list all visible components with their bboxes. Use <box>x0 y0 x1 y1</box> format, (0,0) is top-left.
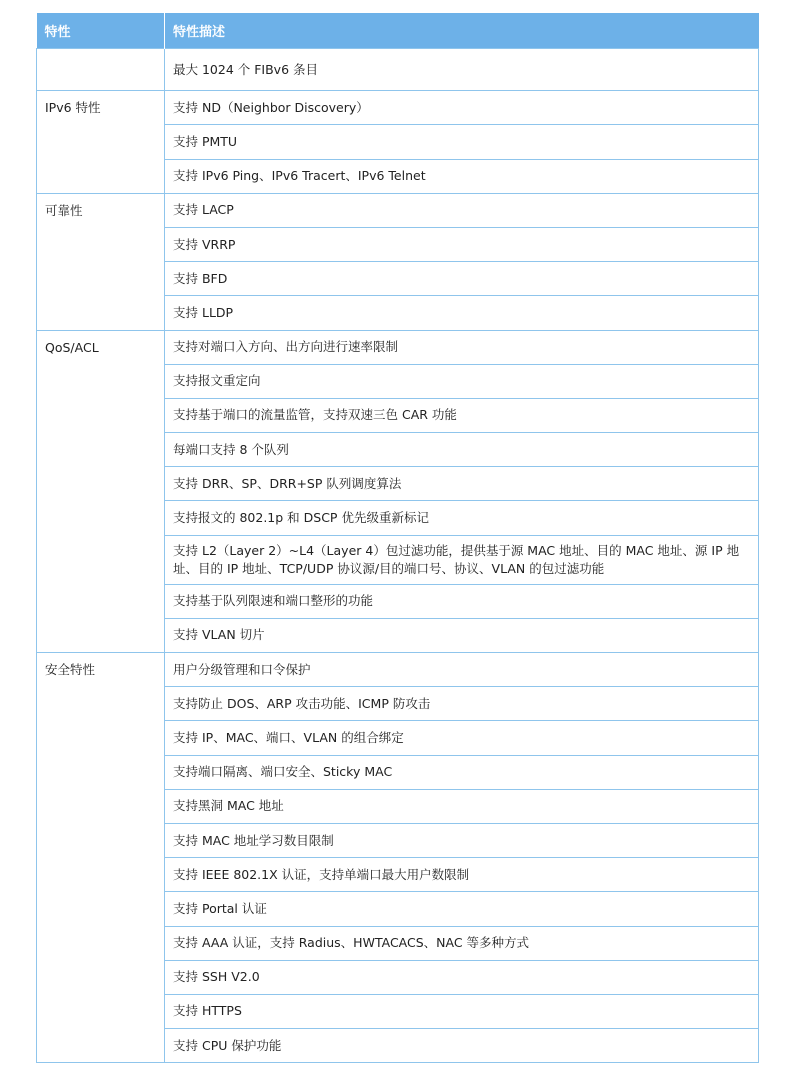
table-header-row <box>37 13 759 49</box>
table-row <box>37 193 759 227</box>
description-cell: 支持 ND（Neighbor Discovery） <box>165 91 759 125</box>
description-cell: 支持 CPU 保护功能 <box>165 1029 759 1063</box>
description-cell: 支持防止 DOS、ARP 攻击功能、ICMP 防攻击 <box>165 687 759 721</box>
description-cell: 支持基于端口的流量监管，支持双速三色 CAR 功能 <box>165 398 759 432</box>
description-cell: 用户分级管理和口令保护 <box>165 653 759 687</box>
table-row <box>37 49 759 91</box>
description-cell: 支持 L2（Layer 2）~L4（Layer 4）包过滤功能，提供基于源 MAC 地址、目的 MAC 地址、源 IP 地址、目的 IP 地址、TCP/UDP 协议源/目的端口号、协议、VLAN 的包过滤功能 <box>165 535 759 584</box>
description-cell: 支持报文重定向 <box>165 364 759 398</box>
description-cell: 支持 VLAN 切片 <box>165 618 759 652</box>
feature-cell-reliability: 可靠性 <box>37 193 165 330</box>
description-cell: 支持端口隔离、端口安全、Sticky MAC <box>165 755 759 789</box>
description-cell: 支持 AAA 认证，支持 Radius、HWTACACS、NAC 等多种方式 <box>165 926 759 960</box>
description-cell: 支持 BFD <box>165 262 759 296</box>
description-cell: 支持黑洞 MAC 地址 <box>165 789 759 823</box>
feature-spec-table <box>36 13 759 1063</box>
feature-cell-qos-acl: QoS/ACL <box>37 330 165 653</box>
description-cell: 支持 PMTU <box>165 125 759 159</box>
description-cell: 每端口支持 8 个队列 <box>165 433 759 467</box>
description-cell: 支持基于队列限速和端口整形的功能 <box>165 584 759 618</box>
header-feature: 特性 <box>37 13 165 49</box>
description-cell: 支持 DRR、SP、DRR+SP 队列调度算法 <box>165 467 759 501</box>
description-cell: 支持 SSH V2.0 <box>165 960 759 994</box>
description-cell: 支持 LACP <box>165 193 759 227</box>
description-cell: 支持报文的 802.1p 和 DSCP 优先级重新标记 <box>165 501 759 535</box>
description-cell: 支持 IP、MAC、端口、VLAN 的组合绑定 <box>165 721 759 755</box>
description-cell: 支持 LLDP <box>165 296 759 330</box>
table-row <box>37 653 759 687</box>
feature-cell-ipv6: IPv6 特性 <box>37 91 165 194</box>
feature-cell <box>37 49 165 91</box>
description-cell: 支持 IPv6 Ping、IPv6 Tracert、IPv6 Telnet <box>165 159 759 193</box>
description-cell: 支持对端口入方向、出方向进行速率限制 <box>165 330 759 364</box>
description-cell: 支持 IEEE 802.1X 认证，支持单端口最大用户数限制 <box>165 858 759 892</box>
description-cell: 支持 Portal 认证 <box>165 892 759 926</box>
feature-cell-security: 安全特性 <box>37 653 165 1063</box>
header-description: 特性描述 <box>165 13 759 49</box>
description-cell: 支持 VRRP <box>165 227 759 261</box>
table-row <box>37 91 759 125</box>
table-row <box>37 330 759 364</box>
description-cell: 支持 MAC 地址学习数目限制 <box>165 823 759 857</box>
description-cell: 支持 HTTPS <box>165 994 759 1028</box>
description-cell: 最大 1024 个 FIBv6 条目 <box>165 49 759 91</box>
